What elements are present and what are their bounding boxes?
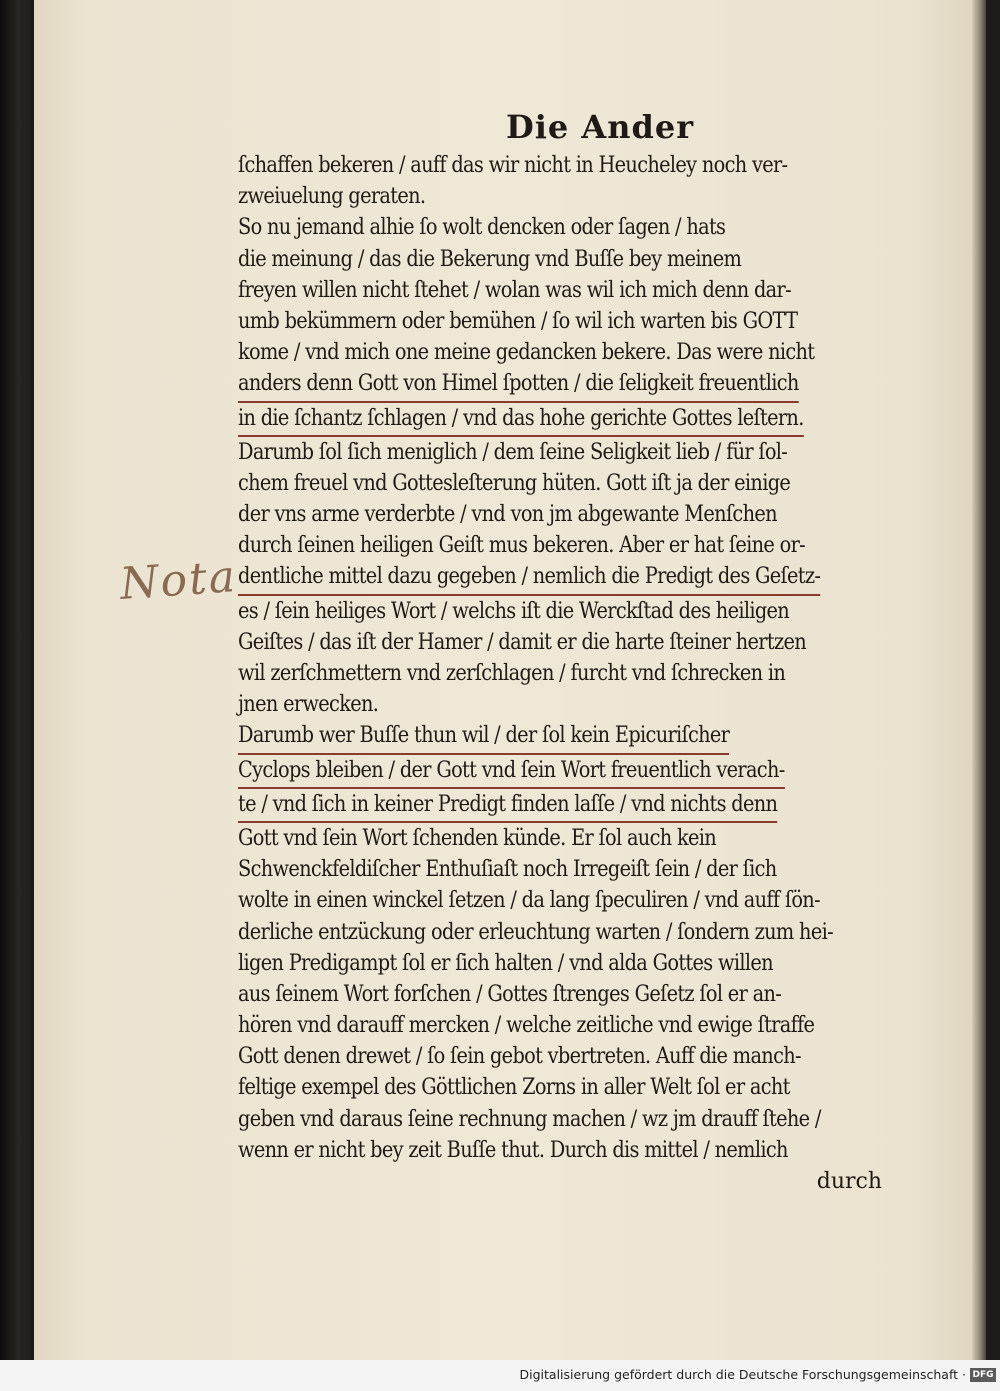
text-line: durch ſeinen heiligen Geiſt mus bekeren. Aber er hat ſeine or-: [238, 532, 806, 559]
text-line: die meinung / das die Bekerung vnd Buſſe bey meinem: [238, 245, 742, 272]
text-line-underlined: Cyclops bleiben / der Gott vnd ſein Wort freuentlich verach-: [238, 755, 785, 789]
text-line: ligen Predigampt ſol er ſich halten / vnd alda Gottes willen: [238, 949, 773, 976]
text-line: feltige exempel des Göttlichen Zorns in aller Welt ſol er acht: [238, 1074, 790, 1101]
text-line: umb bekümmern oder bemühen / ſo wil ich warten bis GOTT: [238, 307, 798, 334]
text-line: derliche entzückung oder erleuchtung warten / ſondern zum hei-: [238, 918, 833, 945]
text-line: jnen erwecken.: [238, 691, 379, 718]
text-line: der vns arme verderbte / vnd von jm abgewante Menſchen: [238, 501, 777, 528]
footer-credit: Digitalisierung gefördert durch die Deutsche Forschungsgemeinschaft ·: [519, 1367, 966, 1382]
text-line: es / ſein heiliges Wort / welchs iſt die Werckſtad des heiligen: [238, 597, 790, 624]
text-line: Geiſtes / das iſt der Hamer / damit er die harte ſteiner hertzen: [238, 628, 806, 655]
text-line: So nu jemand alhie ſo wolt dencken oder ſagen / hats: [238, 214, 726, 241]
body-text: [238, 150, 928, 1197]
text-line: kome / vnd mich one meine gedancken bekere. Das were nicht: [238, 339, 815, 366]
text-line-underlined: Darumb wer Buſſe thun wil / der ſol kein Epicuriſcher: [238, 720, 729, 754]
text-line: chem freuel vnd Gottesleſterung hüten. Gott iſt ja der einige: [238, 469, 791, 496]
text-line: wolte in einen winckel ſetzen / da lang ſpeculiren / vnd auff ſön-: [238, 887, 820, 914]
text-line: wenn er nicht bey zeit Buſſe thut. Durch dis mittel / nemlich: [238, 1136, 788, 1163]
marginal-note: Nota: [118, 550, 239, 611]
text-line: wil zerſchmettern vnd zerſchlagen / furcht vnd ſchrecken in: [238, 660, 786, 686]
text-line: geben vnd daraus ſeine rechnung machen / wz jm drauff ſtehe /: [238, 1105, 821, 1132]
text-line-underlined: anders denn Gott von Himel ſpotten / die ſeligkeit freuentlich: [238, 368, 799, 402]
running-header: Die Ander: [506, 108, 695, 146]
book-spine: [0, 0, 34, 1391]
text-line-underlined: te / vnd ſich in keiner Predigt finden laſſe / vnd nichts denn: [238, 789, 777, 823]
text-line: Gott vnd ſein Wort ſchenden künde. Er ſol auch kein: [238, 824, 717, 851]
text-line: ſchaffen bekeren / auff das wir nicht in Heucheley noch ver-: [238, 152, 788, 178]
text-line: Darumb ſol ſich meniglich / dem ſeine Seligkeit lieb / für ſol-: [238, 438, 788, 465]
footer-bar: [0, 1360, 1000, 1391]
text-line: freyen willen nicht ſtehet / wolan was wil ich mich denn dar-: [238, 276, 791, 303]
text-line-underlined: dentliche mittel dazu gegeben / nemlich die Predigt des Geſetz-: [238, 561, 820, 595]
text-line-underlined: in die ſchantz ſchlagen / vnd das hohe gerichte Gottes leſtern.: [238, 403, 804, 437]
text-line: Schwenckfeldiſcher Enthuſiaſt noch Irregeiſt ſein / der ſich: [238, 856, 777, 883]
page-edge: [972, 0, 986, 1360]
text-line: aus ſeinem Wort forſchen / Gottes ſtrenges Geſetz ſol er an-: [238, 980, 782, 1007]
catchword: durch: [816, 1169, 882, 1194]
text-line: Gott denen drewet / ſo ſein gebot vbertreten. Auff die manch-: [238, 1043, 801, 1070]
text-line: zweiuelung geraten.: [238, 183, 426, 210]
text-line: hören vnd darauff mercken / welche zeitliche vnd ewige ſtraffe: [238, 1012, 815, 1039]
dfg-logo: DFG: [970, 1368, 996, 1382]
